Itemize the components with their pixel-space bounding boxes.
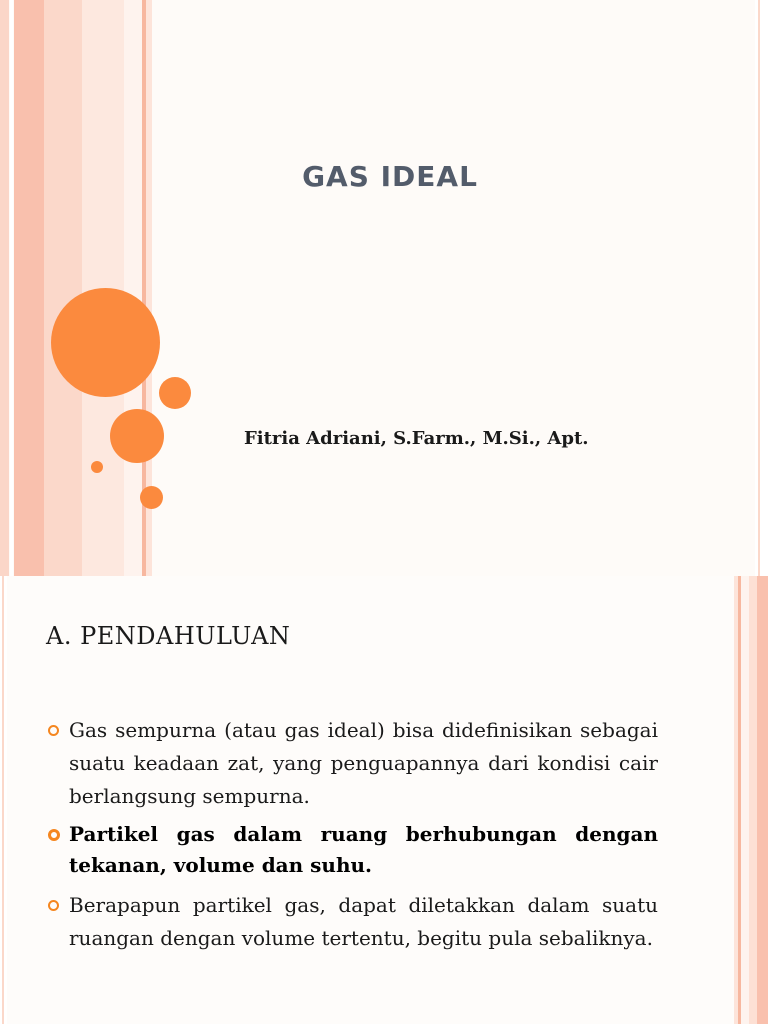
section-heading: A. PENDAHULUAN	[46, 622, 291, 650]
decorative-stripe	[10, 0, 13, 576]
list-item	[48, 819, 658, 881]
list-item	[48, 714, 658, 813]
list-item	[48, 889, 658, 955]
decorative-stripe	[2, 576, 4, 1024]
decorative-stripe	[749, 576, 757, 1024]
bullet-circle-icon	[48, 725, 59, 736]
author-name: Fitria Adriani, S.Farm., M.Si., Apt.	[244, 428, 589, 449]
decorative-circle-medium	[110, 409, 164, 463]
bullet-text: Partikel gas dalam ruang berhubungan dengan tekanan, volume dan suhu.	[69, 822, 658, 877]
decorative-stripe	[124, 0, 142, 576]
decorative-circle-tiny	[91, 461, 103, 473]
decorative-stripe	[758, 0, 760, 576]
bullet-list	[48, 714, 658, 961]
decorative-circle-large	[51, 288, 160, 397]
bullet-circle-icon	[48, 900, 59, 911]
decorative-stripe	[14, 0, 44, 576]
slide-title: GAS IDEAL	[302, 160, 478, 193]
bullet-text: Berapapun partikel gas, dapat diletakkan dalam suatu ruangan dengan volume tertentu, begitu pula sebaliknya.	[69, 893, 658, 950]
bullet-circle-icon	[48, 829, 60, 841]
decorative-stripe	[755, 0, 768, 576]
decorative-circle-small	[159, 377, 191, 409]
decorative-circle-small	[140, 486, 163, 509]
content-slide	[0, 576, 768, 1024]
decorative-stripe	[741, 576, 749, 1024]
bullet-text: Gas sempurna (atau gas ideal) bisa didefinisikan sebagai suatu keadaan zat, yang penguapannya dari kondisi cair berlangsung sempurna.	[69, 718, 658, 808]
decorative-stripe	[757, 576, 768, 1024]
decorative-stripe	[0, 0, 9, 576]
decorative-stripe	[44, 0, 82, 576]
